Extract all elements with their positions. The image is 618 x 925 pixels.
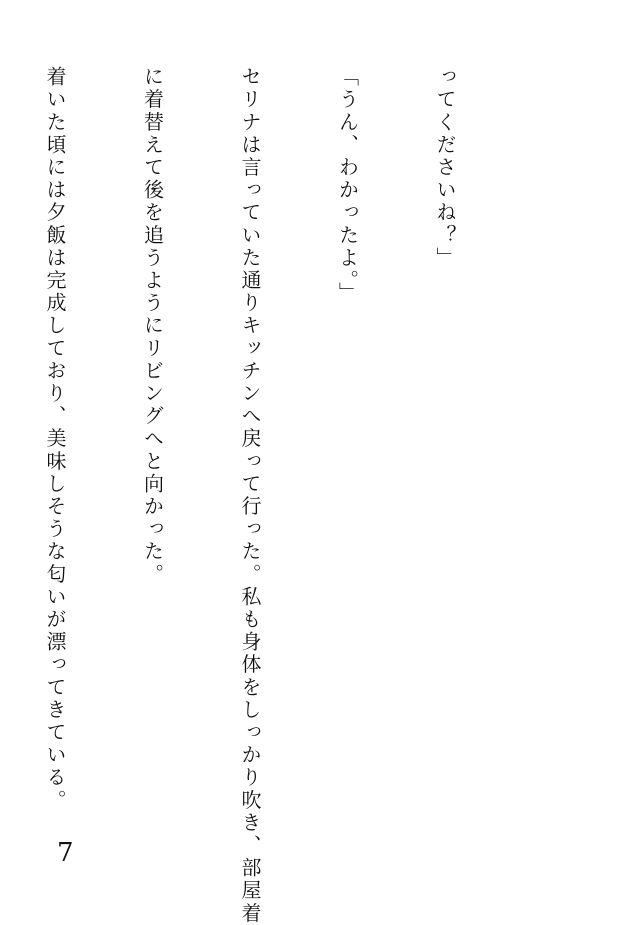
text-line: 着いた頃には夕飯は完成しており、美味しそうな匂いが漂ってきている。 [43,66,67,812]
body-text [43,66,526,925]
page-number: 7 [57,838,74,868]
text-line: ってくださいね？」 [433,66,457,270]
text-line: 「うん、わかったよ。」 [335,66,360,305]
text-line: に着替えて後を追うようにリビングへと向かった。 [140,66,165,586]
text-line: セリナは言っていた通りキッチンへ戻って行った。私も身体をしっかり吹き、部屋着 [238,66,262,925]
